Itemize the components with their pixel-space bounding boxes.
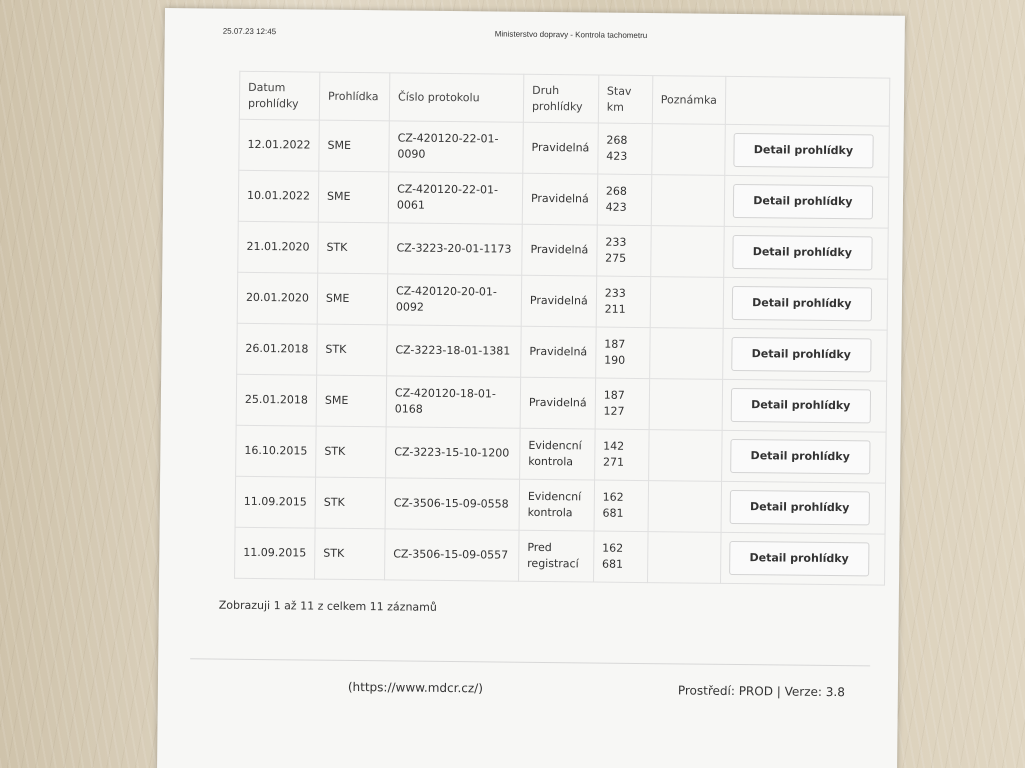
cell-date: 12.01.2022 — [239, 119, 320, 171]
table-row — [238, 221, 888, 279]
cell-km: 162 681 — [593, 531, 648, 583]
column-header-km: Stav km — [598, 75, 652, 124]
cell-note — [650, 277, 724, 329]
cell-action — [723, 277, 888, 330]
cell-action — [724, 175, 889, 228]
cell-protocol: CZ-420120-22-01-0090 — [389, 121, 524, 173]
detail-button[interactable]: Detail prohlídky — [732, 235, 872, 270]
table-row — [236, 374, 886, 432]
cell-protocol: CZ-420120-22-01-0061 — [388, 172, 523, 224]
cell-km: 268 423 — [597, 174, 652, 226]
print-header — [165, 26, 905, 41]
cell-inspection: STK — [317, 324, 388, 376]
column-header-protocol: Číslo protokolu — [389, 73, 523, 122]
cell-inspection: SME — [316, 375, 387, 427]
cell-inspection: STK — [315, 477, 386, 529]
detail-button[interactable]: Detail prohlídky — [731, 337, 871, 372]
table-row — [239, 119, 889, 177]
cell-inspection: STK — [315, 528, 386, 580]
cell-kind: Pravidelná — [520, 377, 595, 429]
table-row — [237, 272, 887, 330]
cell-km: 142 271 — [594, 429, 649, 481]
cell-action — [725, 124, 890, 177]
table-header-row — [239, 71, 889, 126]
cell-note — [649, 379, 723, 431]
cell-note — [649, 328, 723, 380]
cell-kind: Pravidelná — [523, 122, 598, 174]
column-header-action — [725, 76, 889, 126]
cell-inspection: SME — [318, 171, 389, 223]
printed-page — [157, 8, 905, 768]
column-header-date: Datum prohlídky — [239, 71, 319, 120]
cell-action — [721, 430, 886, 483]
cell-date: 11.09.2015 — [235, 527, 316, 579]
footer-divider — [190, 658, 870, 666]
cell-km: 162 681 — [594, 480, 649, 532]
column-header-inspection: Prohlídka — [319, 72, 389, 121]
detail-button[interactable]: Detail prohlídky — [730, 439, 870, 474]
cell-inspection: SME — [317, 273, 388, 325]
cell-note — [648, 481, 722, 533]
detail-button[interactable]: Detail prohlídky — [733, 184, 873, 219]
cell-action — [720, 532, 885, 585]
cell-note — [652, 124, 726, 176]
cell-action — [722, 379, 887, 432]
cell-date: 26.01.2018 — [237, 323, 318, 375]
cell-kind: Pravidelná — [522, 224, 597, 276]
column-header-note: Poznámka — [652, 76, 726, 125]
cell-inspection: SME — [319, 120, 390, 172]
cell-protocol: CZ-3506-15-09-0558 — [385, 478, 520, 530]
cell-date: 16.10.2015 — [236, 425, 317, 477]
table-row — [238, 170, 888, 228]
detail-button[interactable]: Detail prohlídky — [729, 541, 869, 576]
cell-protocol: CZ-3223-15-10-1200 — [386, 427, 521, 479]
cell-protocol: CZ-3223-20-01-1173 — [388, 223, 523, 275]
footer-link[interactable]: (https://www.mdcr.cz/) — [347, 679, 483, 696]
cell-protocol: CZ-420120-18-01-0168 — [386, 376, 521, 428]
cell-kind: Pravidelná — [522, 173, 597, 225]
detail-button[interactable]: Detail prohlídky — [733, 133, 873, 168]
cell-kind: Pravidelná — [521, 326, 596, 378]
cell-km: 187 190 — [595, 327, 650, 379]
print-title: Ministerstvo dopravy - Kontrola tachometru — [494, 29, 648, 41]
detail-button[interactable]: Detail prohlídky — [731, 388, 871, 423]
cell-inspection: STK — [318, 222, 389, 274]
environment-info: Prostředí: PROD | Verze: 3.8 — [677, 683, 845, 700]
cell-note — [647, 532, 721, 584]
cell-kind: Pred registrací — [519, 530, 594, 582]
table-row — [237, 323, 887, 381]
cell-km: 268 423 — [598, 123, 653, 175]
print-date: 25.07.23 12:45 — [222, 26, 277, 37]
cell-km: 233 211 — [596, 276, 651, 328]
cell-inspection: STK — [316, 426, 387, 478]
cell-km: 187 127 — [595, 378, 650, 430]
cell-action — [721, 481, 886, 534]
cell-date: 11.09.2015 — [235, 476, 316, 528]
cell-km: 233 275 — [596, 225, 651, 277]
cell-action — [723, 328, 888, 381]
cell-note — [651, 175, 725, 227]
inspection-table — [234, 71, 890, 586]
cell-date: 10.01.2022 — [238, 170, 319, 222]
table-row — [235, 476, 885, 534]
detail-button[interactable]: Detail prohlídky — [730, 490, 870, 525]
cell-protocol: CZ-420120-20-01-0092 — [387, 274, 522, 326]
cell-kind: Evidencní kontrola — [520, 428, 595, 480]
cell-protocol: CZ-3223-18-01-1381 — [387, 325, 522, 377]
cell-protocol: CZ-3506-15-09-0557 — [385, 529, 520, 581]
cell-kind: Evidencní kontrola — [519, 479, 594, 531]
cell-note — [650, 226, 724, 278]
records-summary: Zobrazuji 1 až 11 z celkem 11 záznamů — [218, 598, 437, 614]
table-row — [235, 527, 885, 585]
detail-button[interactable]: Detail prohlídky — [732, 286, 872, 321]
cell-note — [648, 430, 722, 482]
cell-date: 25.01.2018 — [236, 374, 317, 426]
column-header-kind: Druh prohlídky — [523, 74, 598, 123]
table-row — [236, 425, 886, 483]
cell-action — [724, 226, 889, 279]
cell-kind: Pravidelná — [521, 275, 596, 327]
cell-date: 21.01.2020 — [238, 221, 319, 273]
cell-date: 20.01.2020 — [237, 272, 318, 324]
